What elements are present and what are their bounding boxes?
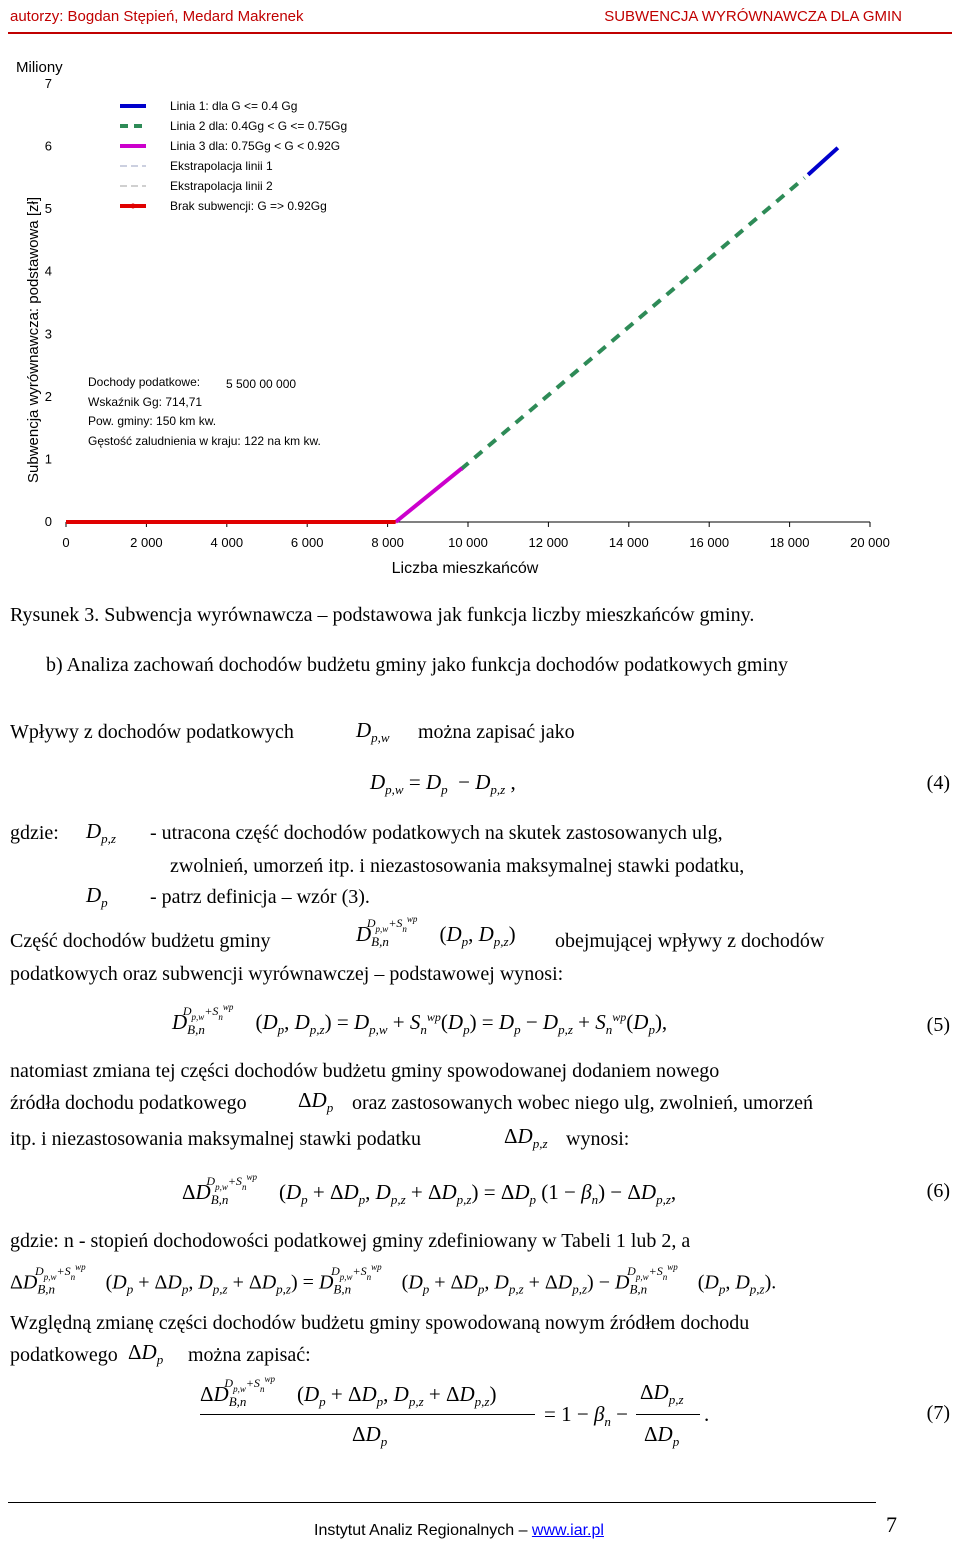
symbol-DBn: $D_{B,n}^{D_{p,w}+S_n^{wp}}(D_p$, $D_{p,z}$) [356, 914, 516, 949]
symbol-deltaDp-2: $\Delta D_p$ [128, 1340, 164, 1367]
header-rule [8, 32, 952, 34]
p2-c: podatkowych oraz subwencji wyrównawczej – podstawowej wynosi: [10, 963, 564, 985]
p1-a: Wpływy z dochodów podatkowych [10, 721, 294, 743]
equation-5: $D_{B,n}^{D_{p,w}+S_n^{wp}}(D_p$, $D_{p,z}) = D_{p,w} + S_n^{wp}(D_p) = D_p - D_{p,z} + S_n^{wp}(D_p)$, [172, 1002, 668, 1037]
p1-b: można zapisać jako [418, 721, 575, 743]
info-line3: Pow. gminy: 150 km kw. [88, 414, 217, 428]
x-tick-label: 12 000 [528, 535, 569, 550]
symbol-Dp: $D_p$ [86, 883, 108, 910]
equation-delta-def: $\Delta D_{B,n}^{D_{p,w}+S_n^{wp}}(D_p + \Delta D_p$, $D_{p,z} + \Delta D_{p,z}) = D_{B,n}^{D_{p,w}+S_n^{wp}}(D_p + \Delta D_p$, $D_{p,z} + \Delta D_{p,z}) - D_{B,n}^{D_{p,w}+S_n^{wp}}(D_p$, $D_{p,z}$). [10, 1262, 777, 1297]
unit-label: Miliony [16, 59, 63, 76]
p4: gdzie: n - stopień dochodowości podatkowej gminy zdefiniowany w Tabeli 1 lub 2, a [10, 1230, 691, 1252]
y-axis-title: Subwencja wyrównawcza: podstawowa [zł] [25, 197, 42, 483]
info-line2: Wskaźnik Gg: 714,71 [88, 395, 203, 409]
p2-b: obejmującej wpływy z dochodów [555, 930, 825, 952]
legend-label-3: Linia 3 dla: 0.75Gg < G < 0.92G [170, 139, 341, 153]
eq6-number: (6) [926, 1180, 950, 1202]
p5-b: podatkowego [10, 1344, 118, 1366]
series-line-2 [461, 178, 805, 470]
p5-c: można zapisać: [188, 1344, 311, 1366]
y-tick-label: 1 [44, 451, 52, 467]
p3-e: wynosi: [566, 1128, 630, 1150]
p5-a: Względną zmianę części dochodów budżetu gminy spowodowaną nowym źródłem dochodu [10, 1312, 750, 1334]
symbol-Dpz: $D_{p,z}$ [86, 819, 116, 846]
eq4-number: (4) [926, 772, 950, 794]
eq7-number: (7) [926, 1402, 950, 1424]
info-line4: Gęstość zaludnienia w kraju: 122 na km kw. [88, 434, 321, 448]
eq5-number: (5) [926, 1014, 950, 1036]
symbol-deltaDp: $\Delta D_p$ [298, 1088, 334, 1115]
def-1a: - utracona część dochodów podatkowych na skutek zastosowanych ulg, [150, 822, 723, 844]
series-line-1 [808, 148, 838, 175]
p3-d: itp. i niezastosowania maksymalnej stawki podatku [10, 1128, 422, 1150]
legend-label-2: Linia 2 dla: 0.4Gg < G <= 0.75Gg [170, 119, 348, 133]
x-tick-label: 16 000 [689, 535, 730, 550]
legend-label-5: Ekstrapolacja linii 2 [170, 179, 273, 193]
y-tick-label: 0 [44, 514, 52, 529]
symbol-deltaDpz: $\Delta D_{p,z}$ [504, 1124, 548, 1151]
y-tick-label: 7 [44, 76, 52, 91]
x-tick-label: 6 000 [290, 535, 324, 550]
footer-link[interactable]: www.iar.pl [531, 1522, 604, 1539]
def-1b: zwolnień, umorzeń itp. i niezastosowania maksymalnej stawki podatku, [170, 855, 745, 877]
def-2: - patrz definicja – wzór (3). [150, 886, 370, 908]
p3-b: źródła dochodu podatkowego [10, 1092, 247, 1114]
legend-label-6: Brak subwencji: G => 0.92Gg [170, 199, 327, 213]
x-tick-label: 18 000 [769, 535, 810, 550]
header-title: SUBWENCJA WYRÓWNAWCZA DLA GMIN [604, 8, 902, 25]
gdzie-label: gdzie: [10, 822, 59, 844]
page-number: 7 [886, 1512, 897, 1537]
legend-label-4: Ekstrapolacja linii 1 [170, 159, 273, 173]
x-axis-title: Liczba mieszkańców [391, 560, 539, 577]
series-line-3 [396, 468, 462, 522]
equation-4: $D_{p,w} = D_p - D_{p,z}$ , [370, 770, 516, 797]
y-tick-label: 2 [44, 388, 52, 404]
x-tick-label: 20 000 [850, 535, 890, 550]
legend-marker-dot [131, 204, 136, 209]
info-dochody-label: Dochody podatkowe: [88, 375, 201, 389]
x-tick-label: 10 000 [448, 535, 488, 550]
figure-caption: Rysunek 3. Subwencja wyrównawcza – podstawowa jak funkcja liczby mieszkańców gminy. [10, 604, 755, 626]
info-box [88, 375, 321, 448]
equation-6: $\Delta D_{B,n}^{D_{p,w}+S_n^{wp}}(D_p + \Delta D_p$, $D_{p,z} + \Delta D_{p,z}) = \Delta D_p$ $(1 - \beta_n) - \Delta D_{p,z}$, [182, 1172, 677, 1207]
x-tick-label: 14 000 [608, 535, 649, 550]
y-tick-label: 5 [44, 201, 52, 217]
x-tick-label: 0 [62, 535, 70, 550]
p2-a: Część dochodów budżetu gminy [10, 930, 271, 952]
footer-rule [8, 1502, 876, 1503]
y-tick-label: 6 [44, 138, 52, 154]
section-b-heading: b) Analiza zachowań dochodów budżetu gminy jako funkcja dochodów podatkowych gminy [46, 654, 789, 676]
chart-legend [120, 99, 347, 213]
p3-c: oraz zastosowanych wobec niego ulg, zwolnień, umorzeń [352, 1092, 813, 1114]
subsidy-chart [0, 40, 960, 630]
x-tick-label: 4 000 [210, 535, 244, 550]
y-tick-label: 3 [44, 326, 52, 342]
equation-7: $\Delta D_{B,n}^{D_{p,w}+S_n^{wp}}(D_p + \Delta D_p$, $D_{p,z} + \Delta D_{p,z}$) $\Delta D_p$ = $1 - \beta_n$ − $\Delta D_{p,z}$ $\Delta D_p$ . [200, 1374, 710, 1449]
symbol-Dpw: $D_{p,w}$ [356, 718, 390, 745]
y-tick-label: 4 [44, 263, 52, 279]
info-dochody-value: 5 500 00 000 [226, 377, 297, 391]
header-authors: autorzy: Bogdan Stępień, Medard Makrenek [10, 8, 304, 25]
x-tick-label: 8 000 [371, 535, 404, 550]
footer-text: Instytut Analiz Regionalnych – [314, 1522, 528, 1539]
x-tick-label: 2 000 [130, 535, 163, 550]
footer [314, 1522, 604, 1540]
p3-a: natomiast zmiana tej części dochodów budżetu gminy spowodowanej dodaniem nowego [10, 1060, 720, 1082]
legend-label-1: Linia 1: dla G <= 0.4 Gg [170, 99, 298, 113]
